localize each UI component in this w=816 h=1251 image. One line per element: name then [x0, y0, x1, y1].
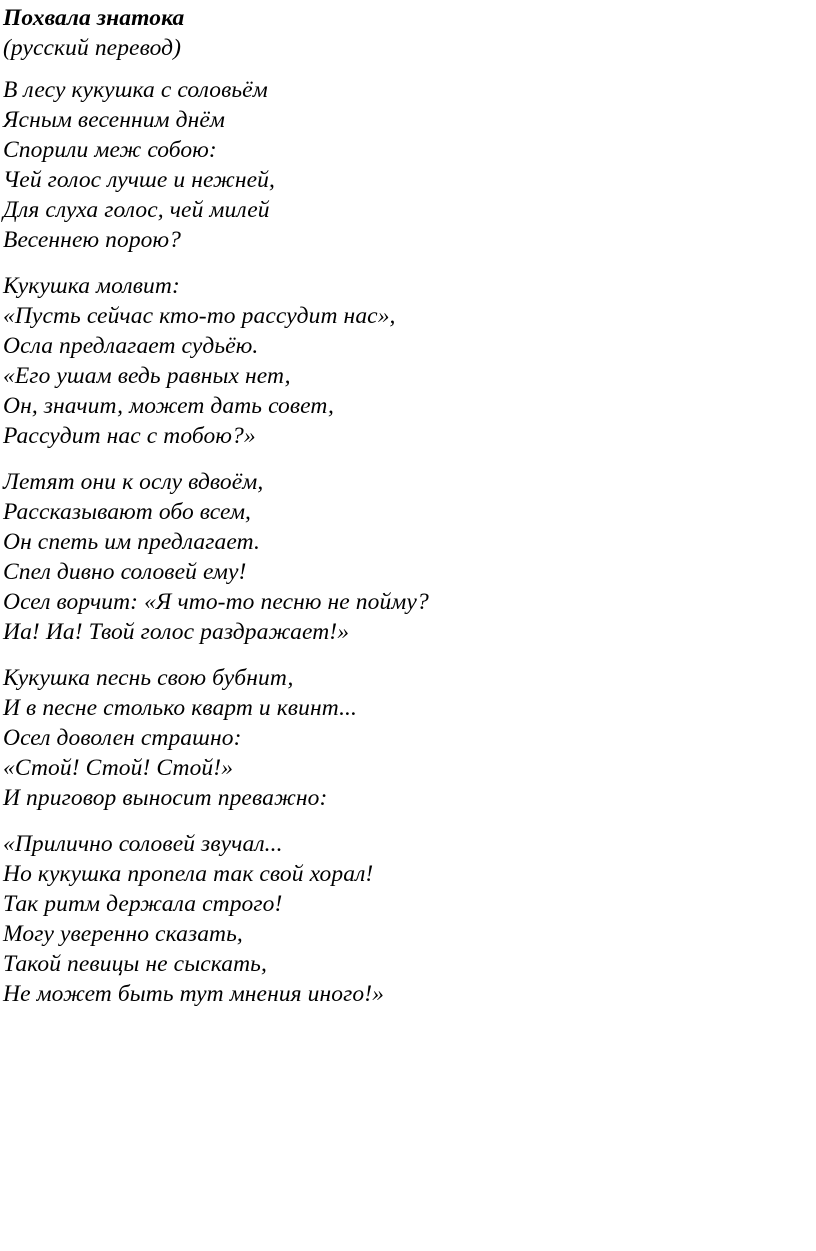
poem-line: Весеннею порою? — [3, 227, 182, 253]
stanza-5 — [3, 829, 803, 1009]
poem-line: Рассудит нас с тобою?» — [3, 423, 256, 449]
stanza-4 — [3, 663, 803, 813]
poem-document — [3, 0, 803, 1009]
poem-line: Такой певицы не сыскать, — [3, 951, 267, 977]
poem-line: Осла предлагает судьёю. — [3, 333, 259, 359]
poem-line: Осел доволен страшно: — [3, 725, 242, 751]
poem-line: Рассказывают обо всем, — [3, 499, 252, 525]
poem-line: Так ритм держала строго! — [3, 891, 283, 917]
poem-line: Могу уверенно сказать, — [3, 921, 243, 947]
poem-line: Спорили меж собою: — [3, 137, 217, 163]
poem-line: Осел ворчит: «Я что-то песню не пойму? — [3, 589, 429, 615]
poem-line: Он спеть им предлагает. — [3, 529, 260, 555]
poem-line: Он, значит, может дать совет, — [3, 393, 335, 419]
poem-line: «Пусть сейчас кто-то рассудит нас», — [3, 303, 396, 329]
poem-line: И в песне столько кварт и квинт... — [3, 695, 357, 721]
poem-line: Кукушка молвит: — [3, 273, 180, 299]
poem-line: Спел дивно соловей ему! — [3, 559, 247, 585]
poem-subtitle: (русский перевод) — [3, 35, 182, 61]
poem-line: Ясным весенним днём — [3, 107, 226, 133]
poem-line: И приговор выносит преважно: — [3, 785, 328, 811]
poem-line: «Стой! Стой! Стой!» — [3, 755, 234, 781]
poem-line: Для слуха голос, чей милей — [3, 197, 270, 223]
poem-line: Иа! Иа! Твой голос раздражает!» — [3, 619, 350, 645]
stanza-2 — [3, 271, 803, 451]
poem-line: Но кукушка пропела так свой хорал! — [3, 861, 374, 887]
poem-line: Кукушка песнь свою бубнит, — [3, 665, 294, 691]
poem-line: Не может быть тут мнения иного!» — [3, 981, 385, 1007]
poem-line: «Прилично соловей звучал... — [3, 831, 283, 857]
stanza-1 — [3, 75, 803, 255]
poem-line: В лесу кукушка с соловьём — [3, 77, 268, 103]
poem-title: Похвала знатока — [3, 5, 185, 31]
poem-line: Чей голос лучше и нежней, — [3, 167, 275, 193]
poem-line: «Его ушам ведь равных нет, — [3, 363, 291, 389]
stanza-3 — [3, 467, 803, 647]
poem-line: Летят они к ослу вдвоём, — [3, 469, 264, 495]
